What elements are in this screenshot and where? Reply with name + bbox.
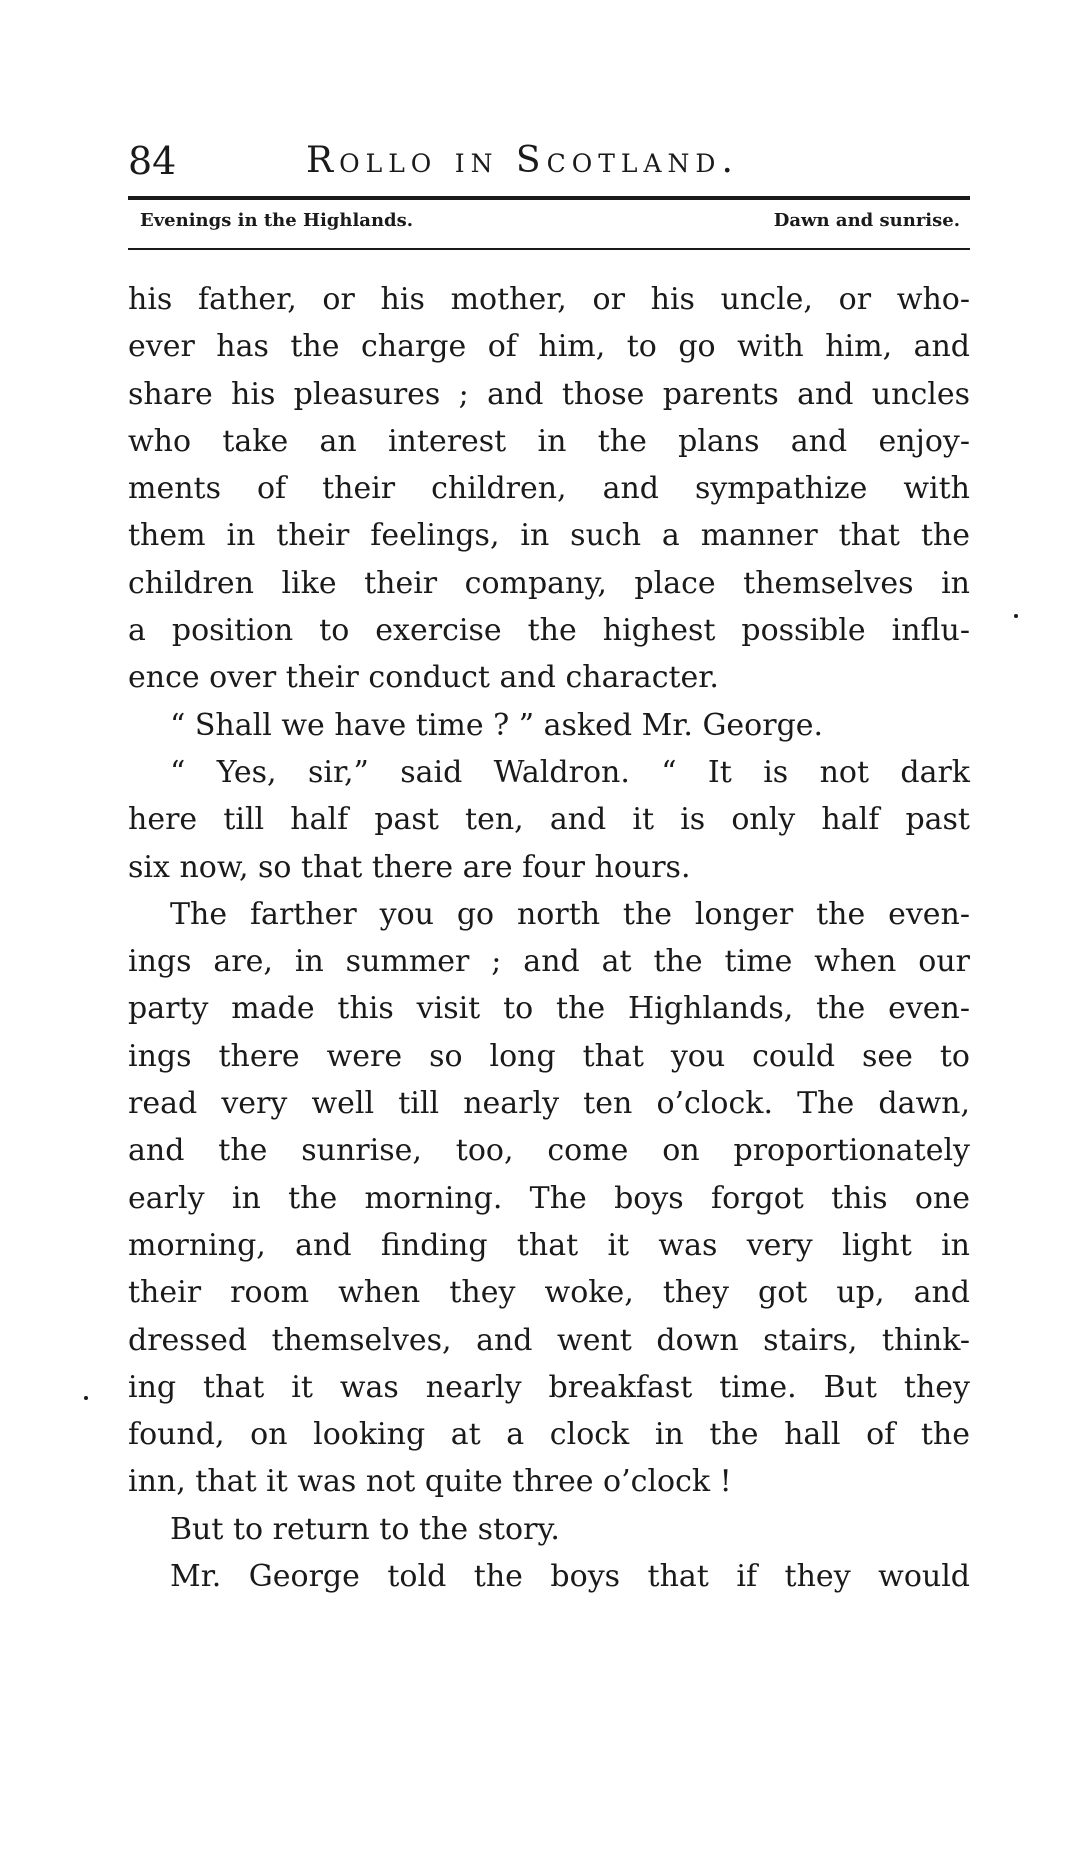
- header-rule-top: [128, 196, 970, 200]
- text-line: But to return to the story.: [170, 1511, 560, 1547]
- text-line: found, on looking at a clock in the hall of the: [128, 1417, 970, 1453]
- text-line: inn, that it was not quite three o’clock !: [128, 1464, 732, 1500]
- header-rule-bottom: [128, 248, 970, 250]
- text-line: ing that it was nearly breakfast time. But they: [128, 1369, 970, 1405]
- text-line: who take an interest in the plans and enjoy-: [128, 423, 970, 459]
- text-line: a position to exercise the highest possible influ-: [128, 613, 970, 649]
- text-line: read very well till nearly ten o’clock. The dawn,: [128, 1086, 970, 1122]
- text-line: morning, and finding that it was very light in: [128, 1227, 970, 1263]
- text-line: share his pleasures ; and those parents and uncles: [128, 376, 970, 412]
- body-text: [128, 276, 970, 1600]
- text-line: and the sunrise, too, come on proportionately: [128, 1133, 970, 1169]
- text-line: The farther you go north the longer the even-: [170, 896, 970, 932]
- text-line: children like their company, place themselves in: [128, 565, 970, 601]
- paper-speck: [84, 1396, 88, 1400]
- text-line: his father, or his mother, or his uncle, or who-: [128, 282, 970, 317]
- text-line: “ Yes, sir,” said Waldron. “ It is not dark: [170, 754, 970, 790]
- text-line: them in their feelings, in such a manner that the: [128, 518, 970, 554]
- subhead-left: Evenings in the Highlands.: [140, 210, 414, 231]
- section-subheads: [140, 206, 960, 236]
- text-line: dressed themselves, and went down stairs, think-: [128, 1322, 970, 1358]
- subhead-right: Dawn and sunrise.: [773, 210, 960, 231]
- text-line: six now, so that there are four hours.: [128, 849, 691, 885]
- text-line: their room when they woke, they got up, and: [128, 1275, 970, 1311]
- text-line: ence over their conduct and character.: [128, 660, 719, 696]
- text-line: early in the morning. The boys forgot this one: [128, 1180, 970, 1216]
- text-line: Mr. George told the boys that if they would: [170, 1559, 970, 1595]
- running-head: [128, 136, 970, 186]
- text-line: ever has the charge of him, to go with him, and: [128, 329, 970, 365]
- text-line: ings there were so long that you could see to: [128, 1038, 970, 1074]
- text-line: here till half past ten, and it is only half past: [128, 802, 970, 838]
- text-line: party made this visit to the Highlands, the even-: [128, 991, 970, 1027]
- page-number: 84: [128, 139, 177, 183]
- text-line: ings are, in summer ; and at the time when our: [128, 944, 970, 980]
- book-title: Rollo in Scotland.: [306, 140, 739, 181]
- text-line: ments of their children, and sympathize with: [128, 471, 970, 507]
- paper-speck: [1014, 614, 1018, 618]
- text-line: “ Shall we have time ? ” asked Mr. George.: [170, 707, 824, 743]
